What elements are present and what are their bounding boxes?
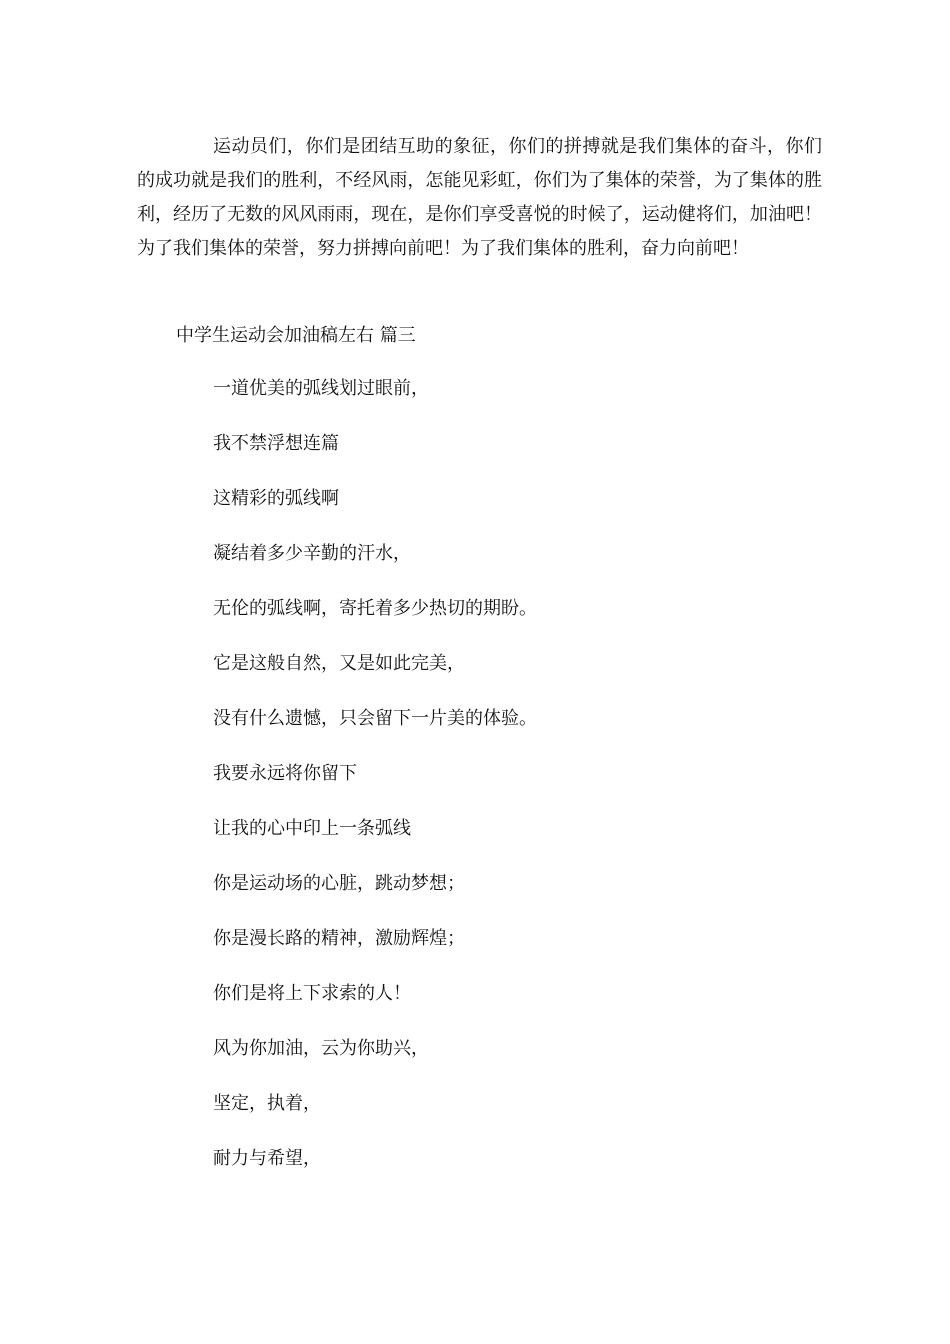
poem-line: 这精彩的弧线啊	[213, 488, 339, 509]
poem-line: 它是这般自然，又是如此完美，	[213, 653, 465, 674]
poem-line: 没有什么遗憾，只会留下一片美的体验。	[213, 708, 537, 729]
poem-line: 你们是将上下求索的人！	[213, 983, 411, 1004]
poem-line: 你是漫长路的精神，激励辉煌；	[213, 928, 465, 949]
section-heading: 中学生运动会加油稿左右 篇三	[176, 325, 416, 346]
poem-line: 让我的心中印上一条弧线	[213, 818, 411, 839]
poem-line: 凝结着多少辛勤的汗水，	[213, 543, 411, 564]
poem-line: 我不禁浮想连篇	[213, 433, 339, 454]
poem-line: 无伦的弧线啊，寄托着多少热切的期盼。	[213, 598, 537, 619]
poem	[213, 374, 537, 1199]
poem-line: 一道优美的弧线划过眼前，	[213, 378, 429, 399]
poem-line: 坚定，执着，	[213, 1093, 321, 1114]
poem-line: 耐力与希望，	[213, 1148, 321, 1169]
poem-line: 风为你加油，云为你助兴，	[213, 1038, 429, 1059]
poem-line: 你是运动场的心脏，跳动梦想；	[213, 873, 465, 894]
poem-line: 我要永远将你留下	[213, 763, 357, 784]
intro-paragraph: 运动员们，你们是团结互助的象征，你们的拼搏就是我们集体的奋斗，你们的成功就是我们的胜利，不经风雨，怎能见彩虹，你们为了集体的荣誉，为了集体的胜利，经历了无数的风风雨雨，现在，是你们享受喜悦的时候了，运动健将们，加油吧！为了我们集体的荣誉，努力拼搏向前吧！为了我们集体的胜利，奋力向前吧！	[137, 136, 822, 259]
